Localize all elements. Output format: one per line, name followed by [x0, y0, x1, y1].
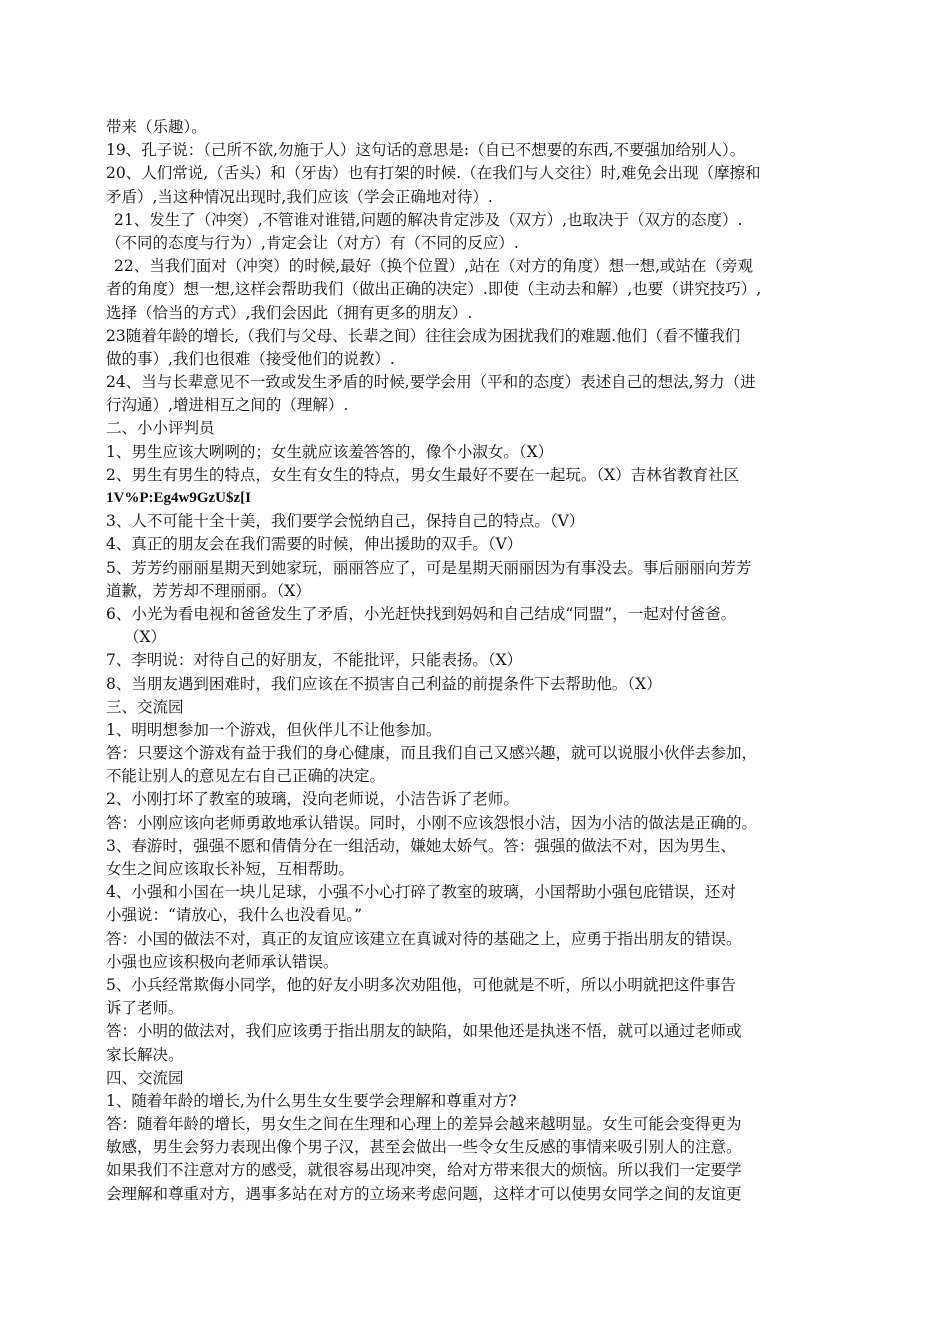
text-line: 23随着年龄的增长,（我们与父母、长辈之间）往往会成为困扰我们的难题.他们（看不懂我们	[106, 326, 741, 345]
text-line: 1、随着年龄的增长,为什么男生女生要学会理解和尊重对方?	[106, 1091, 517, 1110]
text-line: 答：随着年龄的增长，男女生之间在生理和心理上的差异会越来越明显。女生可能会变得更为	[106, 1115, 742, 1134]
text-line: 矛盾）,当这种情况出现时,我们应该（学会正确地对待）.	[106, 187, 493, 206]
section-heading: 四、交流园	[106, 1068, 184, 1087]
text-line: 5、芳芳约丽丽星期天到她家玩，丽丽答应了，可是星期天丽丽因为有事没去。事后丽丽向芳芳	[106, 558, 752, 577]
garbled-watermark-text: 1V%P:Eg4w9GzU$z[I	[106, 490, 251, 506]
text-line: 19、孔子说：（己所不欲,勿施于人）这句话的意思是:（自已不想要的东西,不要强加给别人）。	[106, 141, 746, 160]
text-line: 如果我们不注意对方的感受，就很容易出现冲突，给对方带来很大的烦恼。所以我们一定要学	[106, 1161, 742, 1180]
text-line: 2、男生有男生的特点，女生有女生的特点，男女生最好不要在一起玩。（X）吉林省教育社区	[106, 465, 740, 484]
text-line: （不同的态度与行为）,肯定会让（对方）有（不同的反应）.	[106, 233, 519, 252]
text-line: 21、发生了（冲突）,不管谁对谁错,问题的解决肯定涉及（双方）,也取决于（双方的态度）.	[114, 210, 743, 229]
text-line: 答：小明的做法对，我们应该勇于指出朋友的缺陷，如果他还是执迷不悟，就可以通过老师或	[106, 1022, 742, 1041]
text-line: 者的角度）想一想,这样会帮助我们（做出正确的决定）.即使（主动去和解）,也要（讲究技巧）,	[106, 280, 762, 299]
text-line: 女生之间应该取长补短，互相帮助。	[106, 860, 355, 878]
text-line: 22、当我们面对（冲突）的时候,最好（换个位置）,站在（对方的角度）想一想,或站在（旁观	[114, 257, 754, 276]
text-line: 做的事）,我们也很难（接受他们的说教）.	[106, 349, 395, 368]
document-body	[106, 116, 858, 1206]
text-line: 8、当朋友遇到困难时，我们应该在不损害自己利益的前提条件下去帮助他。（X）	[106, 674, 662, 693]
text-line: 会理解和尊重对方，遇事多站在对方的立场来考虑问题，这样才可以使男女同学之间的友谊更	[106, 1184, 742, 1203]
text-line: 24、当与长辈意见不一致或发生矛盾的时候,要学会用（平和的态度）表述自己的想法,努力（进	[106, 373, 756, 392]
text-line: 答：小刚应该向老师勇敢地承认错误。同时，小刚不应该怨恨小洁，因为小洁的做法是正确的。	[106, 813, 758, 832]
text-line: （X）	[124, 628, 167, 647]
text-line: 1、男生应该大咧咧的；女生就应该羞答答的，像个小淑女。（X）	[106, 442, 554, 461]
text-line: 3、人不可能十全十美，我们要学会悦纳自己，保持自己的特点。（V）	[106, 512, 585, 531]
text-line: 行沟通）,增进相互之间的（理解）.	[106, 396, 349, 415]
text-line: 2、小刚打坏了教室的玻璃，没向老师说，小洁告诉了老师。	[106, 790, 519, 809]
text-line: 20、人们常说,（舌头）和（牙齿）也有打架的时候.（在我们与人交往）时,难免会出现（摩擦和	[106, 164, 761, 183]
section-heading: 三、交流园	[106, 697, 184, 716]
text-line: 诉了老师。	[106, 999, 184, 1018]
text-line: 答：只要这个游戏有益于我们的身心健康，而且我们自己又感兴趣，就可以说服小伙伴去参加，	[106, 744, 758, 763]
text-line: 家长解决。	[106, 1045, 184, 1064]
text-line: 选择（恰当的方式）,我们会因此（拥有更多的朋友）.	[106, 303, 473, 322]
text-line: 3、春游时，强强不愿和倩倩分在一组活动，嫌她太娇气。答：强强的做法不对，因为男生、	[106, 836, 736, 855]
text-line: 答：小国的做法不对，真正的友谊应该建立在真诚对待的基础之上，应勇于指出朋友的错误。	[106, 929, 742, 948]
text-line: 敏感，男生会努力表现出像个男子汉，甚至会做出一些令女生反感的事情来吸引别人的注意。	[106, 1138, 742, 1157]
text-line: 1、明明想参加一个游戏，但伙伴儿不让他参加。	[106, 720, 442, 739]
text-line: 道歉，芳芳却不理丽丽。（X）	[106, 581, 311, 600]
text-line: 带来（乐趣）。	[106, 118, 207, 136]
text-line: 4、小强和小国在一块儿足球，小强不小心打碎了教室的玻璃，小国帮助小强包庇错误，还对	[106, 883, 736, 902]
text-line: 小强说：“请放心，我什么也没看见。”	[106, 906, 363, 925]
text-line: 小强也应该积极向老师承认错误。	[106, 952, 339, 971]
text-line: 6、小光为看电视和爸爸发生了矛盾，小光赶快找到妈妈和自己结成“同盟”，一起对付爸爸。	[106, 604, 737, 623]
text-line: 4、真正的朋友会在我们需要的时候，伸出援助的双手。（V）	[106, 535, 523, 554]
section-heading: 二、小小评判员	[106, 419, 215, 438]
text-line: 7、李明说：对待自己的好朋友，不能批评，只能表扬。（X）	[106, 651, 523, 670]
text-line: 不能让别人的意见左右自己正确的决定。	[106, 767, 386, 786]
text-line: 5、小兵经常欺侮小同学，他的好友小明多次劝阻他，可他就是不听，所以小明就把这件事告	[106, 975, 736, 994]
